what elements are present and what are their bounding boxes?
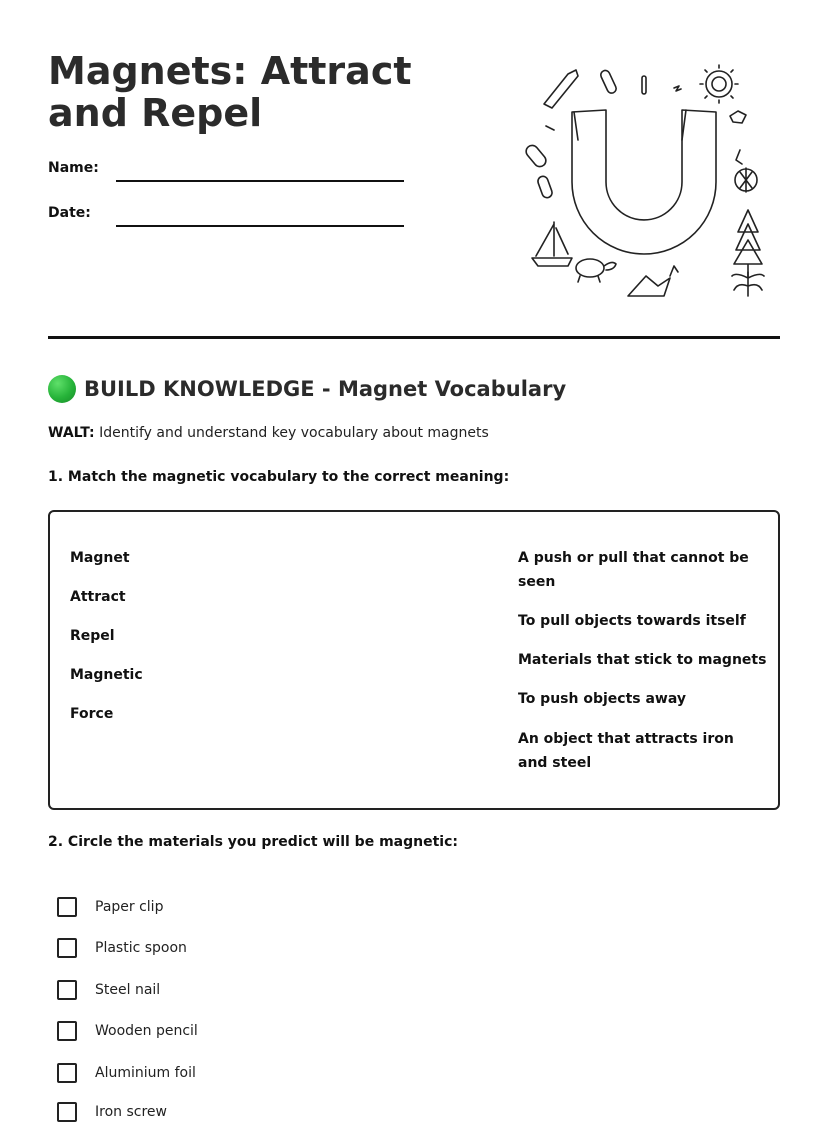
paperclip-icon bbox=[524, 143, 548, 169]
meaning-1[interactable]: A push or pull that cannot be seen bbox=[518, 550, 749, 590]
nail-icon bbox=[544, 70, 578, 108]
magnet-illustration bbox=[524, 60, 774, 310]
material-option[interactable] bbox=[57, 1019, 198, 1043]
section-heading-text: BUILD KNOWLEDGE - Magnet Vocabulary bbox=[84, 377, 567, 401]
date-field[interactable] bbox=[116, 225, 404, 227]
material-label: Paper clip bbox=[95, 899, 164, 915]
name-field[interactable] bbox=[116, 180, 404, 182]
vocab-word-magnet[interactable]: Magnet bbox=[70, 550, 130, 566]
checkbox[interactable] bbox=[57, 1063, 77, 1083]
material-option[interactable] bbox=[57, 1061, 196, 1085]
vocab-word-force[interactable]: Force bbox=[70, 706, 114, 722]
meaning-4[interactable]: To push objects away bbox=[518, 691, 686, 707]
horseshoe-magnet-icon bbox=[572, 110, 716, 254]
vocab-word-magnetic[interactable]: Magnetic bbox=[70, 667, 143, 683]
vocab-word-repel[interactable]: Repel bbox=[70, 628, 115, 644]
green-circle-icon bbox=[48, 375, 76, 403]
mountain-icon bbox=[628, 276, 670, 296]
checkbox[interactable] bbox=[57, 897, 77, 917]
checkbox[interactable] bbox=[57, 1102, 77, 1122]
question-2-prompt: 2. Circle the materials you predict will be magnetic: bbox=[48, 834, 458, 850]
checkbox[interactable] bbox=[57, 938, 77, 958]
material-label: Plastic spoon bbox=[95, 940, 187, 956]
washer-icon bbox=[706, 71, 732, 97]
vocab-word-attract[interactable]: Attract bbox=[70, 589, 126, 605]
tree-icon bbox=[734, 210, 762, 278]
walt-statement bbox=[48, 425, 489, 441]
meaning-5[interactable]: An object that attracts iron and steel bbox=[518, 731, 734, 771]
date-label: Date: bbox=[48, 205, 91, 221]
paperclip-icon bbox=[599, 69, 617, 95]
question-1-prompt: 1. Match the magnetic vocabulary to the correct meaning: bbox=[48, 469, 510, 485]
page-title: Magnets: Attract and Repel bbox=[48, 49, 412, 135]
material-option[interactable] bbox=[57, 895, 163, 919]
meaning-3[interactable]: Materials that stick to magnets bbox=[518, 652, 767, 668]
meaning-2[interactable]: To pull objects towards itself bbox=[518, 613, 746, 629]
material-label: Steel nail bbox=[95, 982, 161, 998]
material-option[interactable] bbox=[57, 1100, 167, 1124]
name-label: Name: bbox=[48, 160, 99, 176]
plant-icon bbox=[732, 272, 764, 296]
walt-text: Identify and understand key vocabulary about magnets bbox=[99, 425, 489, 441]
walt-label: WALT: bbox=[48, 425, 95, 441]
material-option[interactable] bbox=[57, 978, 160, 1002]
turtle-icon bbox=[576, 259, 604, 277]
checkbox[interactable] bbox=[57, 1021, 77, 1041]
section-divider bbox=[48, 336, 780, 339]
material-label: Aluminium foil bbox=[95, 1065, 196, 1081]
material-label: Wooden pencil bbox=[95, 1023, 198, 1039]
material-option[interactable] bbox=[57, 936, 187, 960]
checkbox[interactable] bbox=[57, 980, 77, 1000]
section-heading bbox=[48, 374, 566, 404]
sailboat-icon bbox=[532, 258, 572, 266]
material-label: Iron screw bbox=[95, 1104, 167, 1120]
matching-box bbox=[48, 510, 780, 810]
